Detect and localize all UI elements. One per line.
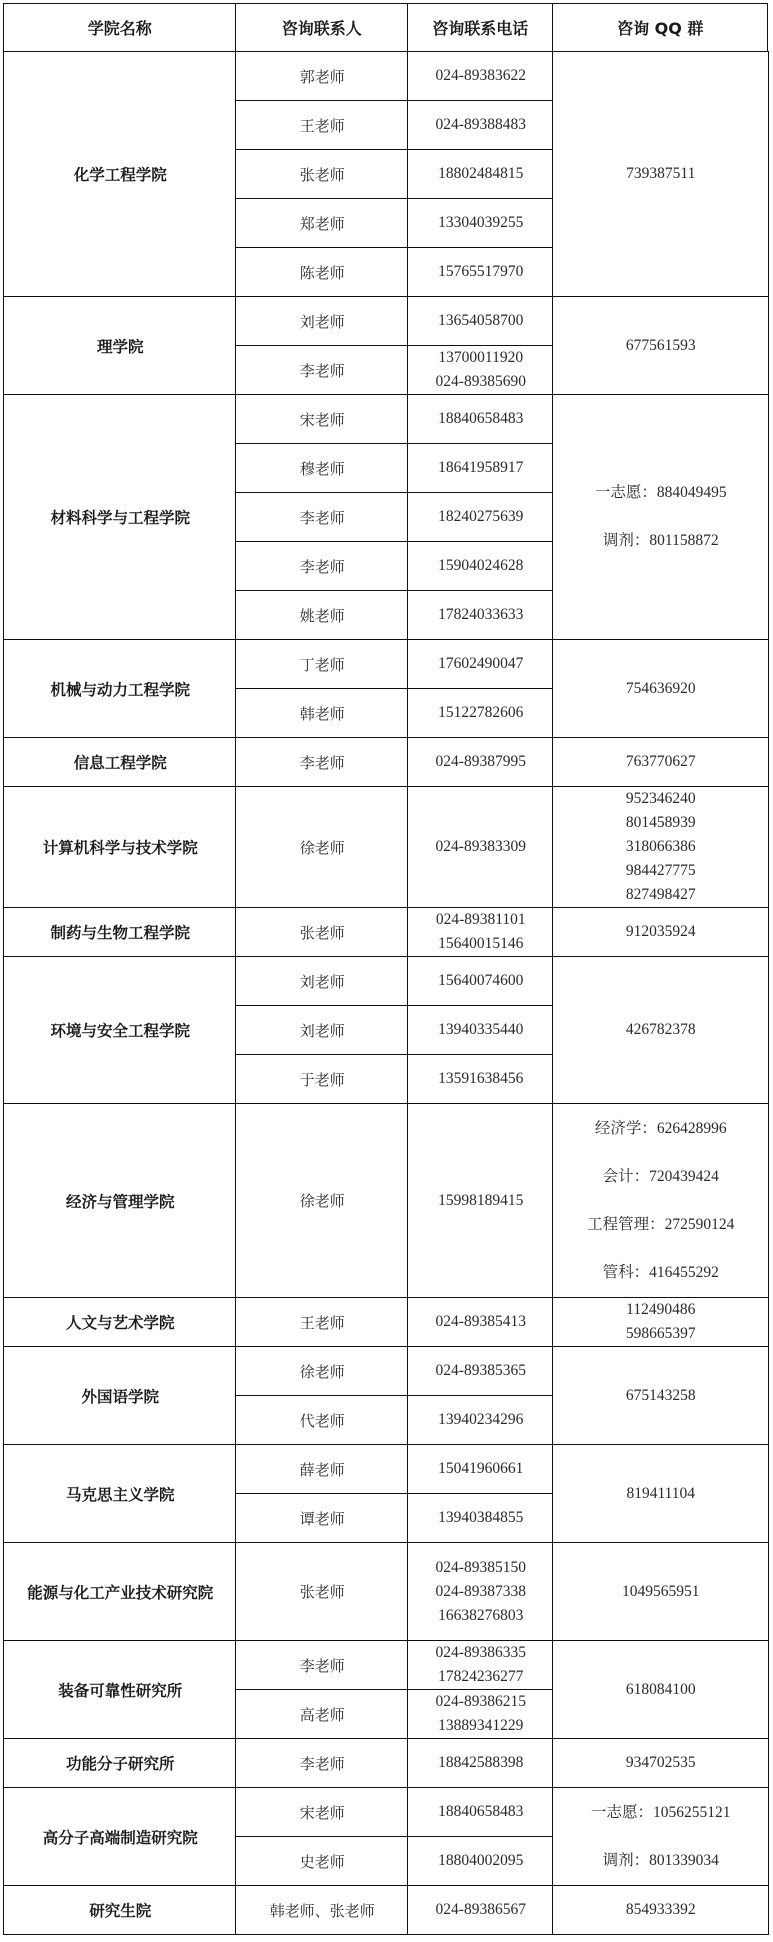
college-name: 研究生院: [89, 1902, 152, 1921]
contact-name-cell: [235, 1395, 409, 1445]
college-name-cell: [3, 1444, 237, 1543]
qq-group-cell: [552, 639, 769, 738]
contact-name: 郭老师: [299, 67, 345, 86]
phone-cell: [407, 149, 554, 199]
contact-name: 郑老师: [299, 214, 345, 233]
phone-cell: [407, 956, 554, 1006]
qq-group-number: 1049565951: [622, 1582, 700, 1600]
header-qq: [552, 3, 768, 52]
phone-cell: [407, 100, 554, 150]
qq-group-number: 739387511: [626, 165, 696, 183]
contact-name-cell: [235, 100, 409, 150]
qq-group-cell: [552, 296, 769, 395]
phone-number: 024-89386215: [435, 1693, 526, 1711]
phone-cell: [407, 1103, 554, 1298]
contact-name-cell: [235, 1005, 409, 1055]
college-name-cell: [3, 296, 237, 395]
phone-number: 024-89385413: [435, 1313, 526, 1331]
phone-cell: [407, 1836, 554, 1886]
phone-cell: [407, 1738, 554, 1788]
phone-number: 13889341229: [438, 1717, 524, 1735]
phone-cell: [407, 443, 554, 493]
college-name-cell: [3, 639, 237, 738]
contact-name-cell: [235, 541, 409, 591]
qq-group-cell: [552, 1640, 769, 1739]
header-phone-label: 咨询联系电话: [432, 19, 529, 39]
qq-group-cell: [552, 786, 769, 908]
qq-group-cell: [552, 1444, 769, 1543]
contact-name: 张老师: [299, 923, 345, 942]
contact-name-cell: [235, 907, 409, 957]
phone-number: 17824236277: [438, 1668, 524, 1686]
college-name: 外国语学院: [81, 1387, 159, 1406]
contact-name-cell: [235, 1787, 409, 1837]
phone-cell: [407, 51, 554, 101]
college-name: 理学院: [96, 337, 144, 356]
college-name: 经济与管理学院: [65, 1192, 175, 1211]
phone-number: 16638276803: [438, 1606, 524, 1624]
phone-number: 13591638456: [438, 1070, 524, 1088]
qq-group-number: 827498427: [625, 886, 696, 904]
college-name: 环境与安全工程学院: [50, 1022, 190, 1041]
contact-name: 穆老师: [299, 459, 345, 478]
contact-name-cell: [235, 394, 409, 444]
qq-group-number: 调剂：801158872: [602, 532, 719, 550]
college-name: 机械与动力工程学院: [50, 680, 190, 699]
phone-number: 13940234296: [438, 1411, 524, 1429]
contact-name: 刘老师: [299, 972, 345, 991]
phone-number: 13304039255: [438, 214, 524, 232]
phone-number: 17824033633: [438, 606, 524, 624]
contact-name: 李老师: [299, 1754, 345, 1773]
contact-name: 张老师: [299, 165, 345, 184]
qq-group-cell: [552, 1297, 769, 1347]
contact-name: 于老师: [299, 1070, 345, 1089]
contact-name-cell: [235, 639, 409, 689]
phone-number: 18802484815: [438, 165, 524, 183]
qq-group-number: 675143258: [625, 1386, 696, 1404]
contact-name: 陈老师: [299, 263, 345, 282]
qq-group-number: 598665397: [625, 1325, 696, 1343]
contact-name-cell: [235, 443, 409, 493]
contact-name-cell: [235, 737, 409, 787]
phone-number: 18840658483: [438, 410, 524, 428]
contact-name: 高老师: [299, 1705, 345, 1724]
phone-cell: [407, 1054, 554, 1104]
contact-name-cell: [235, 1689, 409, 1739]
contact-name: 徐老师: [299, 1362, 345, 1381]
contact-name-cell: [235, 688, 409, 738]
phone-number: 13654058700: [438, 312, 524, 330]
contact-name: 谭老师: [299, 1509, 345, 1528]
qq-group-cell: [552, 907, 769, 957]
qq-group-number: 经济学：626428996: [594, 1119, 727, 1137]
phone-cell: [407, 1493, 554, 1543]
contact-name: 王老师: [299, 1313, 345, 1332]
contact-name-cell: [235, 1103, 409, 1298]
college-name-cell: [3, 737, 237, 787]
college-name-cell: [3, 1297, 237, 1347]
contact-name: 王老师: [299, 116, 345, 135]
contact-name-cell: [235, 1054, 409, 1104]
phone-number: 15765517970: [438, 263, 524, 281]
contact-name: 徐老师: [299, 838, 345, 857]
phone-cell: [407, 1542, 554, 1641]
contact-name-cell: [235, 1640, 409, 1690]
phone-cell: [407, 639, 554, 689]
phone-number: 024-89387338: [435, 1582, 526, 1600]
phone-cell: [407, 198, 554, 248]
phone-cell: [407, 1005, 554, 1055]
contact-name: 宋老师: [299, 410, 345, 429]
phone-cell: [407, 492, 554, 542]
phone-number: 17602490047: [438, 655, 524, 673]
contact-name-cell: [235, 149, 409, 199]
contact-name-cell: [235, 247, 409, 297]
qq-group-number: 952346240: [625, 790, 696, 808]
contact-name: 刘老师: [299, 1021, 345, 1040]
contact-name: 刘老师: [299, 312, 345, 331]
phone-number: 024-89385690: [435, 373, 526, 391]
college-name-cell: [3, 1885, 237, 1935]
phone-number: 13700011920: [438, 349, 524, 367]
qq-group-number: 754636920: [625, 679, 696, 697]
contact-name: 韩老师: [299, 704, 345, 723]
qq-group-number: 112490486: [626, 1301, 696, 1319]
qq-group-cell: [552, 1787, 769, 1886]
contact-name: 姚老师: [299, 606, 345, 625]
contact-name-cell: [235, 1738, 409, 1788]
phone-cell: [407, 688, 554, 738]
phone-cell: [407, 345, 554, 395]
contact-name-cell: [235, 956, 409, 1006]
contact-name-cell: [235, 786, 409, 908]
phone-number: 18240275639: [438, 508, 524, 526]
qq-group-cell: [552, 1346, 769, 1445]
college-name: 功能分子研究所: [65, 1755, 175, 1774]
contact-name-cell: [235, 1346, 409, 1396]
phone-cell: [407, 1297, 554, 1347]
phone-number: 024-89385150: [435, 1558, 526, 1576]
college-name: 计算机科学与技术学院: [42, 839, 198, 858]
college-name: 制药与生物工程学院: [50, 924, 190, 943]
phone-cell: [407, 786, 554, 908]
qq-group-number: 一志愿：884049495: [594, 484, 727, 502]
qq-group-number: 调剂：801339034: [602, 1851, 719, 1869]
contact-name: 李老师: [299, 1656, 345, 1675]
phone-cell: [407, 247, 554, 297]
college-name-cell: [3, 786, 237, 908]
college-name-cell: [3, 51, 237, 297]
contact-name: 李老师: [299, 361, 345, 380]
qq-group-cell: [552, 737, 769, 787]
header-contact-label: 咨询联系人: [281, 19, 362, 39]
phone-number: 15122782606: [438, 704, 524, 722]
college-name: 信息工程学院: [73, 754, 167, 773]
phone-cell: [407, 1640, 554, 1690]
phone-cell: [407, 1885, 554, 1935]
college-name-cell: [3, 1103, 237, 1298]
qq-group-number: 管科：416455292: [602, 1263, 719, 1281]
phone-cell: [407, 1395, 554, 1445]
contact-name: 李老师: [299, 557, 345, 576]
phone-cell: [407, 1346, 554, 1396]
phone-number: 024-89383622: [435, 67, 526, 85]
phone-cell: [407, 394, 554, 444]
contact-name: 丁老师: [299, 655, 345, 674]
contact-name-cell: [235, 51, 409, 101]
contact-name: 张老师: [299, 1583, 345, 1602]
contact-name-cell: [235, 492, 409, 542]
college-name: 材料科学与工程学院: [50, 509, 190, 528]
college-name-cell: [3, 1640, 237, 1739]
college-name: 装备可靠性研究所: [58, 1681, 183, 1700]
qq-group-number: 677561593: [625, 336, 696, 354]
phone-number: 18840658483: [438, 1803, 524, 1821]
contact-name: 李老师: [299, 508, 345, 527]
contact-name: 徐老师: [299, 1192, 345, 1211]
phone-cell: [407, 1444, 554, 1494]
qq-group-number: 763770627: [625, 753, 696, 771]
header-college-label: 学院名称: [87, 19, 152, 39]
header-contact: [235, 3, 408, 52]
phone-number: 024-89386567: [435, 1901, 526, 1919]
qq-group-number: 819411104: [626, 1484, 696, 1502]
qq-group-number: 912035924: [625, 923, 696, 941]
phone-number: 18641958917: [438, 459, 524, 477]
qq-group-number: 618084100: [625, 1680, 696, 1698]
qq-group-number: 984427775: [625, 862, 696, 880]
header-phone: [407, 3, 553, 52]
phone-number: 15904024628: [438, 557, 524, 575]
contact-name: 史老师: [299, 1852, 345, 1871]
college-name-cell: [3, 394, 237, 640]
college-name-cell: [3, 956, 237, 1104]
phone-cell: [407, 541, 554, 591]
phone-number: 024-89385365: [435, 1362, 526, 1380]
qq-group-number: 工程管理：272590124: [587, 1215, 735, 1233]
qq-group-number: 801458939: [625, 814, 696, 832]
phone-cell: [407, 737, 554, 787]
college-name: 高分子高端制造研究院: [42, 1828, 198, 1847]
phone-number: 15640015146: [438, 935, 524, 953]
college-name: 人文与艺术学院: [65, 1314, 175, 1333]
qq-group-cell: [552, 394, 769, 640]
qq-group-number: 934702535: [625, 1754, 696, 1772]
qq-group-number: 854933392: [625, 1901, 696, 1919]
college-name: 能源与化工产业技术研究院: [27, 1583, 214, 1602]
college-name: 化学工程学院: [73, 166, 167, 185]
phone-number: 13940335440: [438, 1021, 524, 1039]
phone-number: 024-89387995: [435, 753, 526, 771]
qq-group-cell: [552, 1103, 769, 1298]
contact-name-cell: [235, 1836, 409, 1886]
phone-cell: [407, 1787, 554, 1837]
phone-number: 024-89388483: [435, 116, 526, 134]
phone-number: 024-89383309: [435, 838, 526, 856]
contact-name-cell: [235, 1444, 409, 1494]
phone-number: 024-89381101: [435, 911, 526, 929]
contact-name: 宋老师: [299, 1803, 345, 1822]
contact-name: 代老师: [299, 1411, 345, 1430]
college-name-cell: [3, 907, 237, 957]
college-name-cell: [3, 1542, 237, 1641]
contact-name-cell: [235, 345, 409, 395]
phone-cell: [407, 296, 554, 346]
contact-name-cell: [235, 590, 409, 640]
contact-name-cell: [235, 1885, 409, 1935]
header-college: [3, 3, 236, 52]
contact-name: 薛老师: [299, 1460, 345, 1479]
phone-number: 18804002095: [438, 1852, 524, 1870]
qq-group-cell: [552, 51, 769, 297]
phone-cell: [407, 907, 554, 957]
phone-number: 15041960661: [438, 1460, 524, 1478]
phone-cell: [407, 1689, 554, 1739]
qq-group-number: 318066386: [625, 838, 696, 856]
phone-number: 15998189415: [438, 1191, 524, 1209]
contact-name: 韩老师、张老师: [269, 1901, 375, 1920]
phone-number: 15640074600: [438, 972, 524, 990]
college-name-cell: [3, 1787, 237, 1886]
phone-number: 13940384855: [438, 1509, 524, 1527]
contact-name-cell: [235, 1542, 409, 1641]
qq-group-cell: [552, 956, 769, 1104]
header-qq-label: 咨询 QQ 群: [617, 19, 704, 39]
contact-name-cell: [235, 1297, 409, 1347]
phone-number: 18842588398: [438, 1754, 524, 1772]
qq-group-number: 会计：720439424: [602, 1167, 719, 1185]
college-name: 马克思主义学院: [65, 1485, 175, 1504]
qq-group-cell: [552, 1542, 769, 1641]
qq-group-number: 一志愿：1056255121: [590, 1803, 731, 1821]
qq-group-number: 426782378: [625, 1021, 696, 1039]
college-name-cell: [3, 1346, 237, 1445]
phone-number: 024-89386335: [435, 1644, 526, 1662]
contact-name-cell: [235, 1493, 409, 1543]
college-name-cell: [3, 1738, 237, 1788]
contact-name: 李老师: [299, 753, 345, 772]
contact-name-cell: [235, 296, 409, 346]
phone-cell: [407, 590, 554, 640]
qq-group-cell: [552, 1885, 769, 1935]
qq-group-cell: [552, 1738, 769, 1788]
contact-name-cell: [235, 198, 409, 248]
